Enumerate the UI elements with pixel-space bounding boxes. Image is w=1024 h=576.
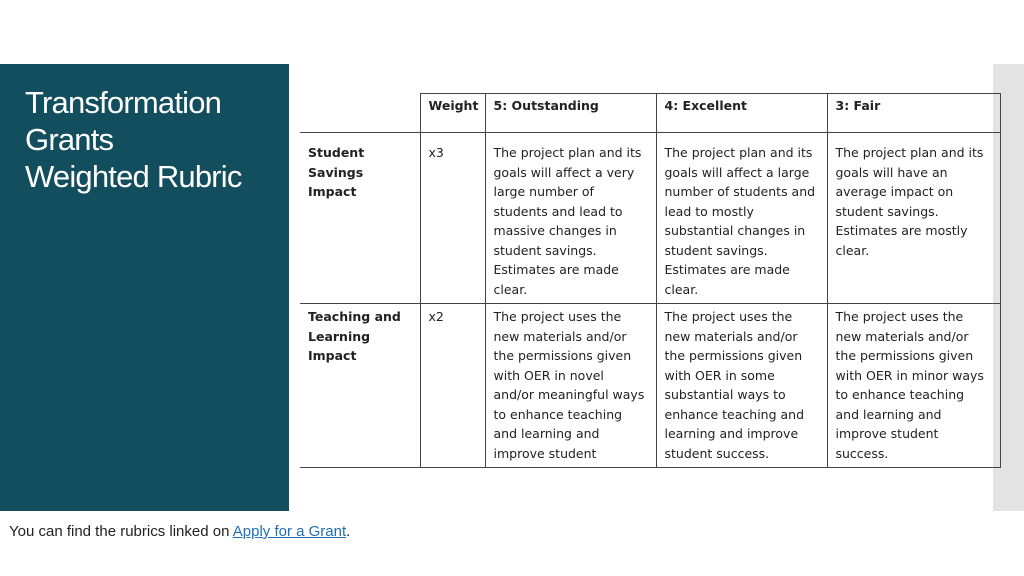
fair-cell: The project plan and its goals will have an average impact on student savings. Estimates are mostly clear.	[827, 133, 1000, 304]
criterion-cell: Teaching and Learning Impact	[300, 304, 420, 468]
caption-text: You can find the rubrics linked on	[9, 523, 233, 540]
table-header-row	[300, 94, 1000, 133]
title-line-2: Grants	[25, 122, 114, 157]
table-row	[300, 133, 1000, 304]
footer-caption	[9, 523, 350, 540]
weight-cell: x3	[420, 133, 485, 304]
fair-cell: The project uses the new materials and/or the permissions given with OER in minor ways to enhance teaching and learning and improve student success.	[827, 304, 1000, 468]
weight-cell: x2	[420, 304, 485, 468]
outstanding-cell: The project uses the new materials and/or the permissions given with OER in novel and/or meaningful ways to enhance teaching and learning and improve student	[485, 304, 656, 468]
caption-period: .	[346, 523, 351, 540]
header-weight: Weight	[420, 94, 485, 133]
rubric-table-image	[300, 93, 986, 461]
excellent-cell: The project uses the new materials and/or the permissions given with OER in some substantial ways to enhance teaching and learning and improve student success.	[656, 304, 827, 468]
header-outstanding: 5: Outstanding	[485, 94, 656, 133]
table-row	[300, 304, 1000, 468]
header-empty	[300, 94, 420, 133]
slide-title	[25, 84, 275, 195]
rubric-table	[300, 93, 1001, 468]
outstanding-cell: The project plan and its goals will affect a very large number of students and lead to massive changes in student savings. Estimates are made clear.	[485, 133, 656, 304]
excellent-cell: The project plan and its goals will affect a large number of students and lead to mostly substantial changes in student savings. Estimates are made clear.	[656, 133, 827, 304]
header-fair: 3: Fair	[827, 94, 1000, 133]
header-excellent: 4: Excellent	[656, 94, 827, 133]
title-line-3: Weighted Rubric	[25, 159, 242, 194]
title-line-1: Transformation	[25, 85, 222, 120]
criterion-cell: Student Savings Impact	[300, 133, 420, 304]
apply-for-grant-link[interactable]: Apply for a Grant	[232, 523, 347, 540]
